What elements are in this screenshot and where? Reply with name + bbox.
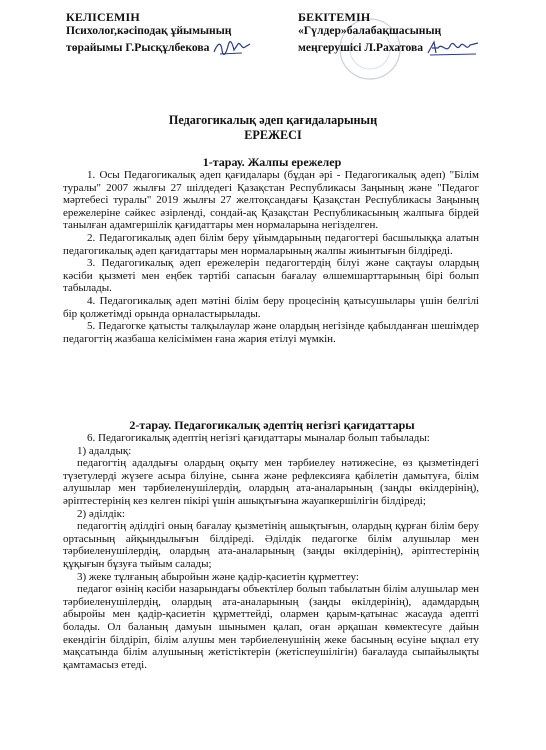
approval-keyword: КЕЛІСЕМІН <box>66 10 140 24</box>
list-item-text: педагогтің әділдігі оның бағалау қызметінің ашықтығын, олардың құрған білім беру ортасының айқындылығын білдіреді. Әділдік педагогке білім алушылар мен тәрбиеленушілердің, олардың ата-аналарының (заңды өкілдерінің), әріптестерінің құқығын бұзуға тыйым салады; <box>63 520 479 570</box>
paragraph: 2. Педагогикалық әдеп білім беру ұйымдарының педагогтері басшылыққа алатын педагогикалық әдеп қағидаттары мен нормаларының жалпы жиынтығын білдіреді. <box>63 231 479 257</box>
chapter-body <box>63 169 479 345</box>
approval-block-left <box>66 10 266 56</box>
list-item-label: 3) жеке тұлғаның абыройын және қадір-қасиетін құрметтеу: <box>77 570 359 583</box>
chapter-body <box>63 432 479 671</box>
chapter-heading: 2-тарау. Педагогикалық әдептің негізгі қағидаттары <box>129 418 415 432</box>
handwritten-signature <box>426 38 464 56</box>
document-title: Педагогикалық әдеп қағидаларының <box>168 113 378 127</box>
list-item-text: педагогтің адалдығы олардың оқыту мен тәрбиелеу нәтижесіне, өз қызметіндегі түзетулерді жүзеге асыра білуіне, сынға және рефлексияға қабілетін дамытуға, білім алушылар мен тәрбиеленушілердің, олардың ата-аналарының (заңды өкілдерінің), әріптестерінің кез келген пікірі үшін ашықтығына жауапкершілігін білдіреді; <box>63 457 479 507</box>
list-item-label: 1) адалдық: <box>77 444 132 457</box>
paragraph: 3. Педагогикалық әдеп ережелерін педагогтердің білуі және сақтауы олардың кәсіби қызметі мен еңбек тәртібі сапасын бағалау өлшемшарттарының бірі болып табылады. <box>63 257 479 295</box>
approval-block-right <box>298 10 538 56</box>
approval-line: «Гүлдер»балабақшасының <box>298 24 442 37</box>
chapter-heading: 1-тарау. Жалпы ережелер <box>202 155 342 169</box>
paragraph: 5. Педагогке қатысты талқылаулар және олардың негізінде қабылданған шешімдер педагогтің жазбаша келісімімен ғана жария етілуі мүмкін. <box>63 320 479 345</box>
list-item-label: 2) әділдік: <box>77 507 125 520</box>
handwritten-signature <box>212 38 250 56</box>
approval-line: төрайымы Г.Рысқұлбекова <box>66 41 210 54</box>
paragraph: 1. Осы Педагогикалық әдеп қағидалары (бұдан әрі - Педагогикалық әдеп) "Білім туралы" 2007 жылғы 27 шілдедегі Қазақстан Республикасы Заңының және "Педагог мәртебесі туралы" 2019 жылғы 27 желтоқсандағы Қазақстан Республикасы Заңының ережелеріне сәйкес әзірленді, сондай-ақ Қазақстан Республикасының жалпыға бірдей танылған адамгершілік қағидаттары мен нормаларына негізделген. <box>63 169 479 232</box>
approval-keyword: БЕКІТЕМІН <box>298 10 371 24</box>
paragraph: 4. Педагогикалық әдеп мәтіні білім беру процесінің қатысушылары үшін белгілі бір қолжетімді орында орналастырылады. <box>63 294 479 320</box>
list-item-text: педагог өзінің кәсіби назарындағы объектілер болып табылатын білім алушылар мен тәрбиеленушілердің, олардың ата-аналарының (заңды өкілдерінің), адамдардың абыройы мен қадір-қасиетін құрметтейді, олармен қарым-қатынас жасауда әдепті болады. Ол баланың дамуын шынымен қалап, оған әрқашан көмектесуге дайын екендігін білдіріп, білім алушы мен тәрбиеленушінің жеке басының өсуіне ықпал ету мақсатында білім алушының жетістіктерін (жетіспеушілігін) бағалауда сыпайылықты қамтамасыз етеді. <box>63 583 479 671</box>
paragraph: 6. Педагогикалық әдептің негізгі қағидаттары мыналар болып табылады: <box>87 432 430 444</box>
document-subtitle: ЕРЕЖЕСІ <box>244 128 302 142</box>
approval-line: меңгерушісі Л.Рахатова <box>298 41 424 54</box>
approval-line: Психолог,кәсіподақ ұйымының <box>66 24 232 37</box>
